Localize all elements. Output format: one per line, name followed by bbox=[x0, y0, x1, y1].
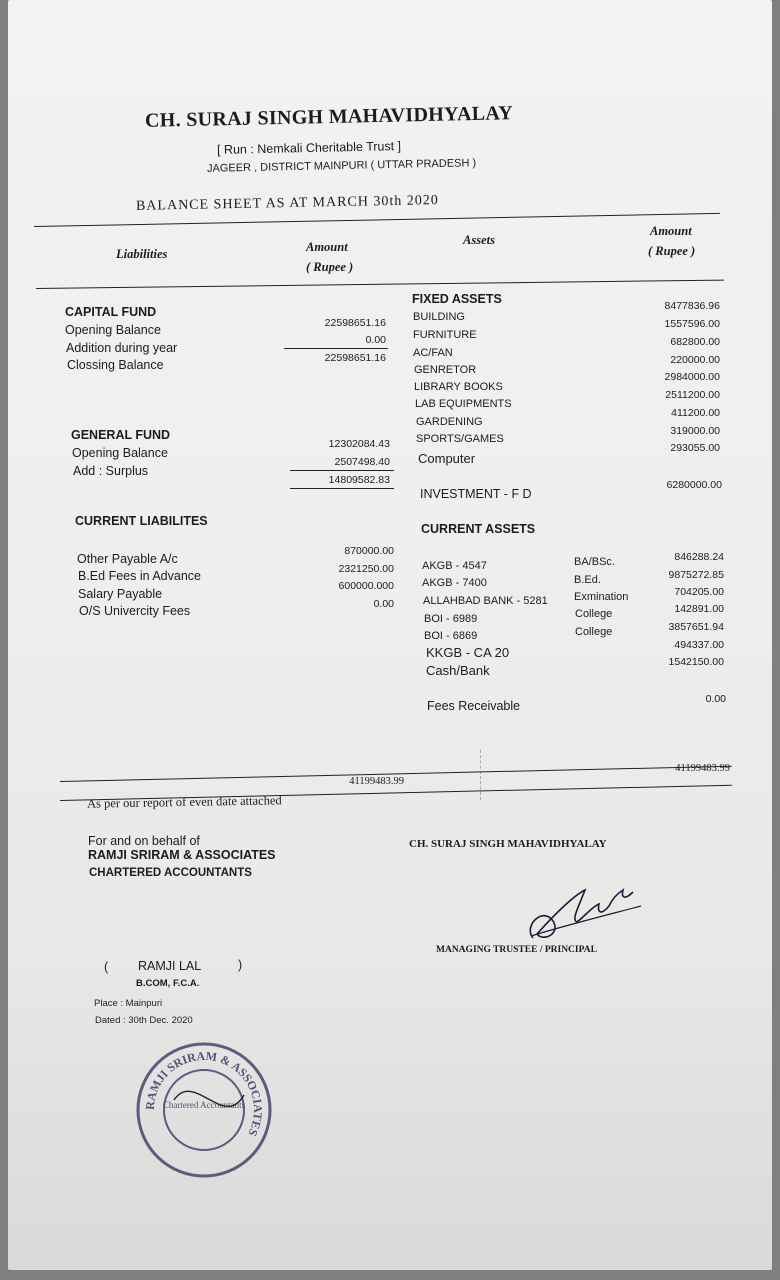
sign-role: MANAGING TRUSTEE / PRINCIPAL bbox=[436, 945, 597, 955]
cl-amount-1: 2321250.00 bbox=[338, 563, 394, 575]
current-assets-title: CURRENT ASSETS bbox=[421, 522, 536, 536]
capital-closing-label: Clossing Balance bbox=[67, 358, 164, 372]
fees-receivable-amount: 0.00 bbox=[705, 693, 726, 705]
footer-college: CH. SURAJ SINGH MAHAVIDHYALAY bbox=[409, 838, 607, 850]
fa-label-4: LIBRARY BOOKS bbox=[414, 381, 503, 393]
capital-opening-amount: 22598651.16 bbox=[324, 317, 386, 329]
cl-amount-2: 600000.000 bbox=[338, 580, 394, 592]
paren-open: ( bbox=[104, 960, 109, 974]
ca-amount-2: 704205.00 bbox=[674, 586, 724, 598]
amount-heading-right: Amount bbox=[650, 224, 692, 238]
fa-amount-4: 2984000.00 bbox=[664, 371, 720, 383]
general-opening-label: Opening Balance bbox=[72, 446, 168, 460]
capital-addition-label: Addition during year bbox=[66, 341, 178, 355]
fa-label-0: BUILDING bbox=[413, 311, 465, 323]
cl-label-1: B.Ed Fees in Advance bbox=[78, 569, 201, 583]
investment-label: INVESTMENT - F D bbox=[420, 487, 532, 501]
ca-tag-3: College bbox=[575, 608, 613, 620]
current-liabilities-title: CURRENT LIABILITES bbox=[75, 514, 208, 528]
fa-label-6: GARDENING bbox=[416, 416, 483, 428]
signatory-qualification: B.COM, F.C.A. bbox=[136, 978, 200, 989]
report-note: As per our report of even date attached bbox=[86, 793, 282, 811]
trust-line: [ Run : Nemkali Cheritable Trust ] bbox=[216, 139, 402, 157]
liabilities-heading: Liabilities bbox=[116, 247, 168, 261]
capital-fund-title: CAPITAL FUND bbox=[65, 305, 157, 319]
amount-heading-left: Amount bbox=[306, 240, 348, 254]
fa-label-8: Computer bbox=[418, 451, 476, 466]
general-surplus-label: Add : Surplus bbox=[73, 464, 149, 478]
ca-tag-1: B.Ed. bbox=[574, 574, 601, 586]
ca-label-4: BOI - 6869 bbox=[424, 630, 478, 642]
behalf-text: For and on behalf of bbox=[88, 834, 200, 848]
ca-label-3: BOI - 6989 bbox=[424, 613, 478, 625]
column-divider bbox=[480, 750, 481, 800]
ca-label-5: KKGB - CA 20 bbox=[426, 645, 510, 660]
dated: Dated : 30th Dec. 2020 bbox=[95, 1015, 193, 1026]
column-rule bbox=[36, 280, 724, 289]
capital-opening-label: Opening Balance bbox=[65, 323, 161, 337]
capital-subtotal-rule bbox=[284, 348, 388, 349]
ca-label-1: AKGB - 7400 bbox=[422, 577, 487, 589]
firm-name: RAMJI SRIRAM & ASSOCIATES bbox=[88, 848, 276, 862]
rupee-heading-right: ( Rupee ) bbox=[648, 244, 696, 258]
cl-amount-0: 870000.00 bbox=[344, 545, 394, 557]
header-rule bbox=[34, 213, 720, 227]
svg-text:RAMJI SRIRAM & ASSOCIATES bbox=[143, 1049, 265, 1139]
ca-label-0: AKGB - 4547 bbox=[422, 560, 487, 572]
fa-amount-2: 682800.00 bbox=[670, 336, 720, 348]
investment-amount: 6280000.00 bbox=[666, 479, 722, 491]
fa-amount-5: 2511200.00 bbox=[665, 389, 720, 401]
fa-amount-0: 8477836.96 bbox=[664, 300, 720, 312]
firm-type: CHARTERED ACCOUNTANTS bbox=[89, 867, 252, 879]
rupee-heading-left: ( Rupee ) bbox=[306, 260, 354, 274]
ca-tag-0: BA/BSc. bbox=[574, 556, 615, 568]
fixed-assets-title: FIXED ASSETS bbox=[412, 292, 502, 306]
ca-amount-5: 494337.00 bbox=[674, 639, 724, 651]
ca-amount-3: 142891.00 bbox=[674, 603, 724, 615]
sheet-title: BALANCE SHEET AS AT MARCH 30th 2020 bbox=[135, 193, 439, 214]
signatory-name: RAMJI LAL bbox=[138, 959, 202, 973]
general-fund-title: GENERAL FUND bbox=[71, 428, 171, 442]
ca-tag-2: Exmination bbox=[574, 591, 629, 603]
cl-label-0: Other Payable A/c bbox=[77, 552, 178, 566]
paren-close: ) bbox=[238, 958, 243, 972]
stamp-inner-text: Chartered Accountants bbox=[162, 1100, 246, 1110]
ca-label-6: Cash/Bank bbox=[426, 663, 490, 678]
cl-label-3: O/S Univercity Fees bbox=[79, 604, 191, 618]
fa-label-7: SPORTS/GAMES bbox=[416, 433, 504, 445]
address-line: JAGEER , DISTRICT MAINPURI ( UTTAR PRADESH ) bbox=[206, 157, 477, 175]
capital-addition-amount: 0.00 bbox=[365, 334, 386, 346]
fa-label-2: AC/FAN bbox=[413, 347, 453, 359]
handwritten-signature bbox=[513, 876, 648, 956]
liabilities-total: 41199483.99 bbox=[349, 776, 404, 787]
ca-tag-4: College bbox=[575, 626, 613, 638]
ca-label-2: ALLAHBAD BANK - 5281 bbox=[423, 595, 548, 607]
seal-stamp bbox=[134, 1040, 274, 1180]
fa-amount-7: 319000.00 bbox=[670, 425, 720, 437]
balance-sheet-document bbox=[8, 0, 772, 1270]
general-total-amount: 14809582.83 bbox=[328, 474, 390, 486]
cl-label-2: Salary Payable bbox=[78, 587, 163, 601]
general-opening-amount: 12302084.43 bbox=[328, 438, 390, 450]
fa-amount-8: 293055.00 bbox=[670, 442, 720, 454]
fees-receivable-label: Fees Receivable bbox=[427, 699, 521, 713]
stamp-outer-text: RAMJI SRIRAM & ASSOCIATES bbox=[142, 1048, 266, 1139]
college-title: CH. SURAJ SINGH MAHAVIDHYALAY bbox=[144, 102, 514, 132]
fa-label-5: LAB EQUIPMENTS bbox=[415, 398, 512, 410]
fa-label-1: FURNITURE bbox=[413, 329, 477, 341]
place: Place : Mainpuri bbox=[94, 998, 163, 1009]
assets-total: 41199483.99 bbox=[675, 763, 730, 774]
fa-amount-1: 1557596.00 bbox=[664, 318, 720, 330]
general-surplus-amount: 2507498.40 bbox=[334, 456, 390, 468]
general-subtotal-rule bbox=[290, 470, 394, 471]
ca-amount-1: 9875272.85 bbox=[668, 569, 724, 581]
fa-amount-6: 411200.00 bbox=[671, 407, 720, 419]
ca-amount-4: 3857651.94 bbox=[668, 621, 724, 633]
general-total-rule bbox=[290, 488, 394, 489]
ca-amount-6: 1542150.00 bbox=[668, 656, 724, 668]
capital-closing-amount: 22598651.16 bbox=[324, 352, 386, 364]
fa-label-3: GENRETOR bbox=[414, 364, 477, 376]
cl-amount-3: 0.00 bbox=[373, 598, 394, 610]
fa-amount-3: 220000.00 bbox=[670, 354, 720, 366]
ca-amount-0: 846288.24 bbox=[674, 551, 724, 563]
assets-heading: Assets bbox=[463, 233, 495, 247]
